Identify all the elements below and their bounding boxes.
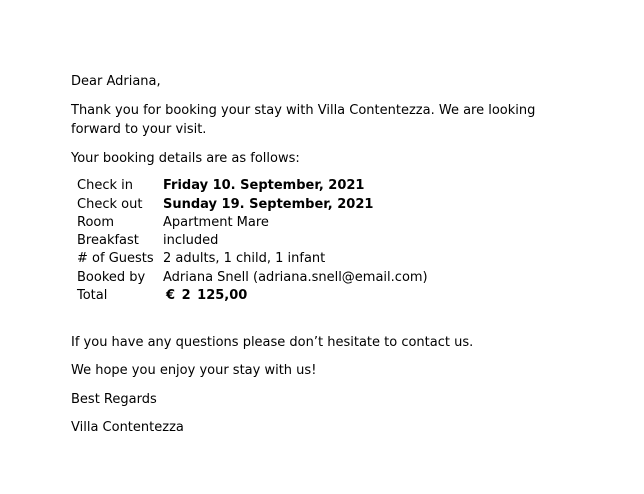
room-value: Apartment Mare <box>163 215 269 230</box>
guests-label: # of Guests <box>77 251 154 266</box>
details-heading: Your booking details are as follows: <box>71 151 300 166</box>
total-label: Total <box>77 288 108 303</box>
breakfast-value: included <box>163 233 219 248</box>
greeting: Dear Adriana, <box>71 74 161 89</box>
questions-line: If you have any questions please don’t hesitate to contact us. <box>71 335 474 350</box>
breakfast-label: Breakfast <box>77 233 139 248</box>
total-value: € 2 125,00 <box>166 288 248 303</box>
closing-line: Best Regards <box>71 392 157 407</box>
check-out-label: Check out <box>77 197 143 212</box>
enjoy-line: We hope you enjoy your stay with us! <box>71 363 317 378</box>
intro-paragraph: Thank you for booking your stay with Villa Contentezza. We are looking forward to your visit. <box>71 103 536 137</box>
check-in-value: Friday 10. September, 2021 <box>163 178 365 193</box>
guests-value: 2 adults, 1 child, 1 infant <box>163 251 326 266</box>
check-in-label: Check in <box>77 178 133 193</box>
booked-by-value: Adriana Snell (adriana.snell@email.com) <box>163 270 428 285</box>
booked-by-label: Booked by <box>77 270 146 285</box>
room-label: Room <box>77 215 115 230</box>
check-out-value: Sunday 19. September, 2021 <box>163 197 374 212</box>
signature: Villa Contentezza <box>71 420 184 435</box>
